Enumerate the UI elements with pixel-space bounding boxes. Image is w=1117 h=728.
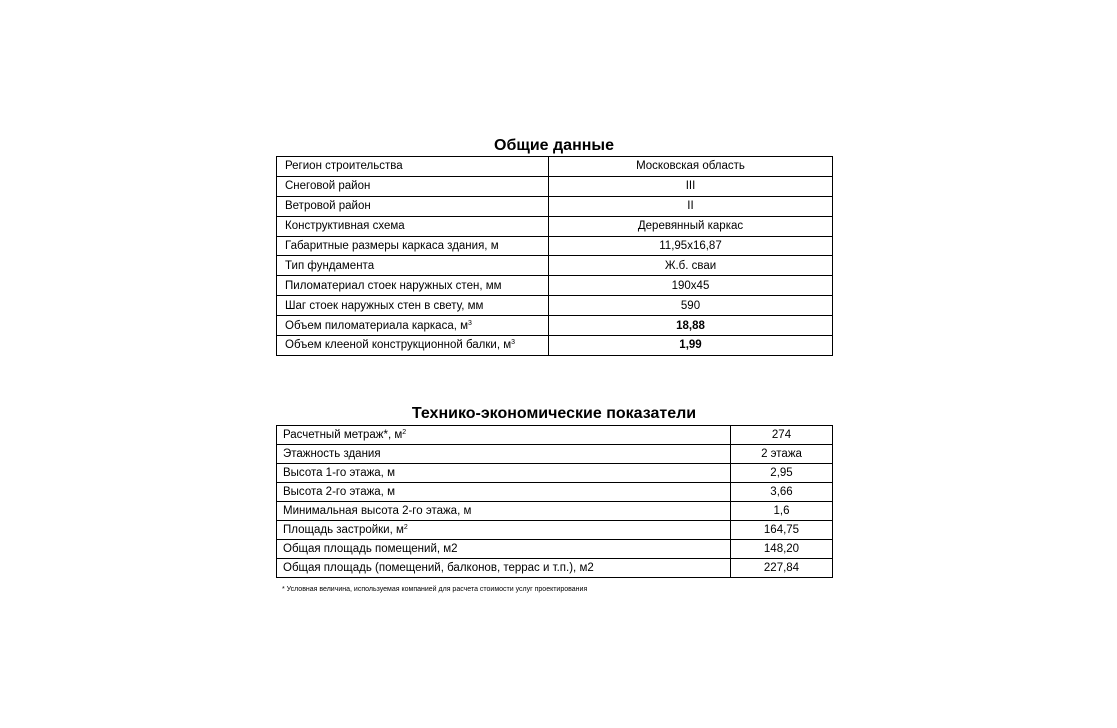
row-value: 3,66	[731, 483, 833, 502]
table-row	[277, 157, 833, 177]
row-label: Регион строительства	[277, 157, 549, 177]
table-row	[277, 236, 833, 256]
row-value: 1,99	[549, 336, 833, 356]
table-row	[277, 483, 833, 502]
table-row	[277, 196, 833, 216]
row-value: 164,75	[731, 521, 833, 540]
table-row	[277, 540, 833, 559]
table-row	[277, 521, 833, 540]
row-label: Пиломатериал стоек наружных стен, мм	[277, 276, 549, 296]
row-value: 11,95х16,87	[549, 236, 833, 256]
row-label: Ветровой район	[277, 196, 549, 216]
row-value: 590	[549, 296, 833, 316]
row-value: 2,95	[731, 464, 833, 483]
table-row	[277, 464, 833, 483]
row-value: 274	[731, 426, 833, 445]
row-label: Снеговой район	[277, 176, 549, 196]
row-label: Высота 2-го этажа, м	[277, 483, 731, 502]
row-label: Общая площадь помещений, м2	[277, 540, 731, 559]
row-label: Этажность здания	[277, 445, 731, 464]
row-value: II	[549, 196, 833, 216]
general-data-title: Общие данные	[494, 137, 614, 154]
row-value: 148,20	[731, 540, 833, 559]
table-row	[277, 216, 833, 236]
table-row	[277, 336, 833, 356]
row-value: 1,6	[731, 502, 833, 521]
row-value: Ж.б. сваи	[549, 256, 833, 276]
table-row	[277, 426, 833, 445]
row-value: III	[549, 176, 833, 196]
unit-superscript: 3	[468, 319, 472, 327]
row-value: Деревянный каркас	[549, 216, 833, 236]
table-row	[277, 316, 833, 336]
table-row	[277, 559, 833, 578]
unit-superscript: 2	[402, 429, 407, 436]
row-label: Объем пиломатериала каркаса, $м^3$	[277, 316, 549, 336]
table-row	[277, 276, 833, 296]
row-label: Тип фундамента	[277, 256, 549, 276]
row-value: Московская область	[549, 157, 833, 177]
table-row	[277, 176, 833, 196]
unit-superscript: 3	[511, 339, 516, 347]
table-row	[277, 256, 833, 276]
general-data-table	[276, 156, 833, 356]
row-value: 227,84	[731, 559, 833, 578]
tech-economic-title: Технико-экономические показатели	[411, 405, 697, 422]
table-row	[277, 445, 833, 464]
table-row	[277, 296, 833, 316]
row-label: Шаг стоек наружных стен в свету, мм	[277, 296, 549, 316]
row-label: Расчетный метраж*, $м^2$	[277, 426, 731, 445]
row-value: 190х45	[549, 276, 833, 296]
row-value: 2 этажа	[731, 445, 833, 464]
row-label: Высота 1-го этажа, м	[277, 464, 731, 483]
row-label: Объем клееной конструкционной балки, $м^3$	[277, 336, 549, 356]
row-label: Общая площадь (помещений, балконов, террас и т.п.), м2	[277, 559, 731, 578]
footnote: * Условная величина, используемая компанией для расчета стоимости услуг проектирования	[282, 586, 588, 593]
row-value: 18,88	[549, 316, 833, 336]
row-label: Площадь застройки, $м^2$	[277, 521, 731, 540]
row-label: Габаритные размеры каркаса здания, м	[277, 236, 549, 256]
row-label: Минимальная высота 2-го этажа, м	[277, 502, 731, 521]
row-label: Конструктивная схема	[277, 216, 549, 236]
unit-superscript: 2	[403, 524, 408, 531]
tech-economic-table	[276, 425, 833, 578]
table-row	[277, 502, 833, 521]
